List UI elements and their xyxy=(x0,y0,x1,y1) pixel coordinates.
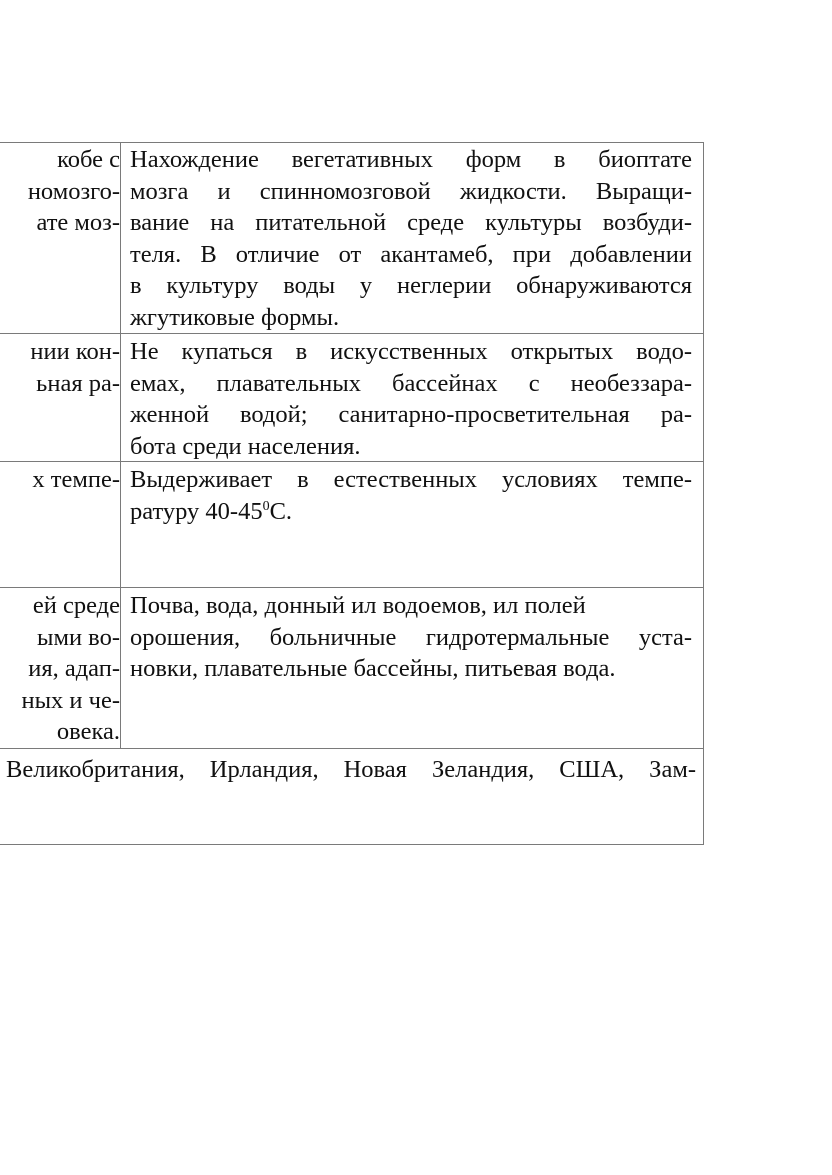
right-text-line: в культуру воды у неглерии обнаруживаются xyxy=(130,272,692,299)
temperature-text: ратуру 40-45 xyxy=(130,497,263,525)
left-text-line: ей среде xyxy=(32,592,120,619)
row-1-left-cell xyxy=(0,144,120,239)
column-divider xyxy=(120,142,121,748)
row-4-left-cell xyxy=(0,590,120,748)
right-text-line: Выдерживает в естественных условиях темпе- xyxy=(130,466,692,493)
left-text-line: ных и че- xyxy=(21,686,120,714)
row-divider xyxy=(0,587,704,588)
right-text-line: орошения, больничные гидротермальные уста- xyxy=(130,623,692,651)
right-text-line: жгутиковые формы. xyxy=(130,303,340,331)
left-text-line: номозго- xyxy=(27,177,120,205)
row-2-left-cell xyxy=(0,336,120,399)
row-3-right-cell xyxy=(130,464,692,527)
right-text-line: женной водой; санитарно-просветительная ра- xyxy=(130,401,692,428)
row-3-left-cell xyxy=(0,464,120,496)
temperature-unit: С. xyxy=(269,497,293,525)
left-text-line: ия, адап- xyxy=(28,655,120,682)
left-text-line: кобе с xyxy=(57,146,120,173)
left-text-line: овека. xyxy=(56,718,120,745)
left-text-line: ьная ра- xyxy=(36,369,120,397)
right-text-line: теля. В отличие от акантамеб, при добавлении xyxy=(130,240,692,268)
row-4-right-cell xyxy=(130,590,692,685)
right-text-line: Почва, вода, донный ил водоемов, ил полей xyxy=(130,592,586,619)
degree-superscript: 0 xyxy=(262,498,270,514)
bottom-row-text: Великобритания, Ирландия, Новая Зеландия, США, Зам- xyxy=(6,756,696,783)
right-text-line: Нахождение вегетативных форм в биоптате xyxy=(130,146,692,173)
row-2-right-cell xyxy=(130,336,692,462)
left-text-line: х темпе- xyxy=(32,466,120,493)
row-divider xyxy=(0,748,704,749)
row-1-right-cell xyxy=(130,144,692,333)
right-text-line: бота среди населения. xyxy=(130,432,361,460)
right-text-line: Не купаться в искусственных открытых водо- xyxy=(130,338,692,365)
right-text-line: новки, плавательные бассейны, питьевая вода. xyxy=(130,655,616,682)
left-text-line: ыми во- xyxy=(36,623,120,651)
right-text-line xyxy=(130,496,692,528)
right-text-line: мозга и спинномозговой жидкости. Выращи- xyxy=(130,177,692,205)
right-text-line: вание на питательной среде культуры возбуди- xyxy=(130,209,692,236)
left-text-line: ате моз- xyxy=(36,209,120,236)
left-text-line: нии кон- xyxy=(30,338,120,365)
right-text-line: емах, плавательных бассейнах с необеззара- xyxy=(130,369,692,397)
row-divider xyxy=(0,333,704,334)
